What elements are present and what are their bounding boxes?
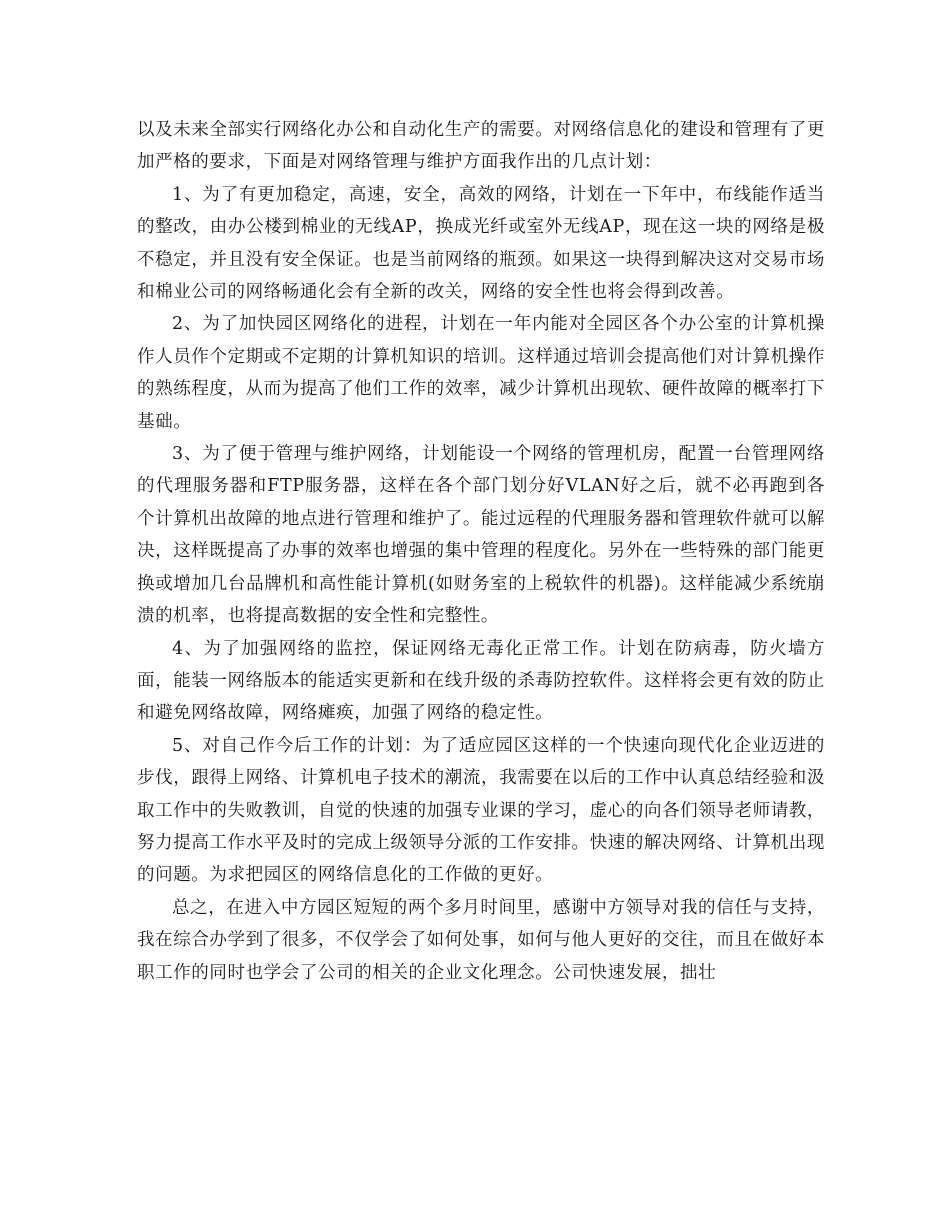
paragraph-intro-continuation: 以及未来全部实行网络化办公和自动化生产的需要。对网络信息化的建设和管理有了更加严格的要求，下面是对网络管理与维护方面我作出的几点计划： (137, 120, 825, 173)
paragraph-plan-4: 4、为了加强网络的监控，保证网络无毒化正常工作。计划在防病毒，防火墙方面，能装一网络版本的能适实更新和在线升级的杀毒防控软件。这样将会更有效的防止和避免网络故障，网络瘫痪，加强了网络的稳定性。 (137, 638, 825, 724)
paragraph-plan-5: 5、对自己作今后工作的计划：为了适应园区这样的一个快速向现代化企业迈进的步伐，跟得上网络、计算机电子技术的潮流，我需要在以后的工作中认真总结经验和汲取工作中的失败教训，自觉的快速的加强专业课的学习，虚心的向各们领导老师请教，努力提高工作水平及时的完成上级领导分派的工作安排。快速的解决网络、计算机出现的问题。为求把园区的网络信息化的工作做的更好。 (137, 735, 825, 886)
paragraph-plan-3: 3、为了便于管理与维护网络，计划能设一个网络的管理机房，配置一台管理网络的代理服务器和FTP服务器，这样在各个部门划分好VLAN好之后，就不必再跑到各个计算机出故障的地点进行管理和维护了。能过远程的代理服务器和管理软件就可以解决，这样既提高了办事的效率也增强的集中管理的程度化。另外在一些特殊的部门能更换或增加几台品牌机和高性能计算机(如财务室的上税软件的机器)。这样能减少系统崩溃的机率，也将提高数据的安全性和完整性。 (137, 444, 825, 627)
paragraph-plan-1: 1、为了有更加稳定，高速，安全，高效的网络，计划在一下年中，布线能作适当的整改，由办公楼到棉业的无线AP，换成光纤或室外无线AP，现在这一块的网络是极不稳定，并且没有安全保证。也是当前网络的瓶颈。如果这一块得到解决这对交易市场和棉业公司的网络畅通化会有全新的改关，网络的安全性也将会得到改善。 (137, 184, 825, 303)
paragraph-summary: 总之，在进入中方园区短短的两个多月时间里，感谢中方领导对我的信任与支持，我在综合办学到了很多，不仅学会了如何处事，如何与他人更好的交往，而且在做好本职工作的同时也学会了公司的相关的企业文化理念。公司快速发展，拙壮 (137, 897, 825, 983)
document-body (137, 114, 825, 989)
paragraph-plan-2: 2、为了加快园区网络化的进程，计划在一年内能对全园区各个办公室的计算机操作人员作个定期或不定期的计算机知识的培训。这样通过培训会提高他们对计算机操作的熟练程度，从而为提高了他们工作的效率，减少计算机出现软、硬件故障的概率打下基础。 (137, 314, 825, 432)
